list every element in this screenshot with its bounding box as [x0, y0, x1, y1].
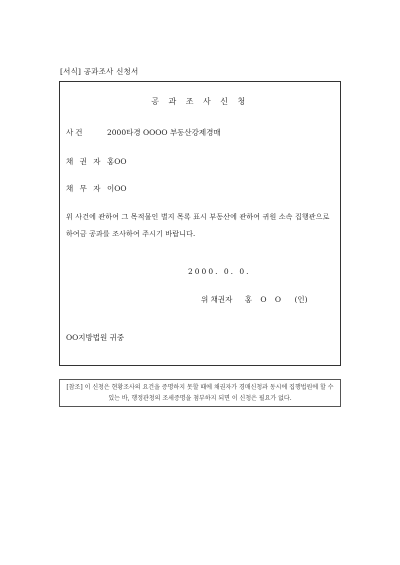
- case-field: [66, 127, 221, 138]
- creditor-value: 홍OO: [107, 157, 127, 166]
- signer-role: 위 채권자: [201, 295, 233, 304]
- signer-name: 홍 O O: [244, 295, 285, 304]
- request-text: 위 사건에 관하여 그 목적물인 별지 목록 표시 부동산에 관하여 귀원 소속 집행관으로 하여금 공과를 조사하여 주시기 바랍니다.: [66, 213, 330, 238]
- sample-label: [서식] 공과조사 신청서: [60, 67, 139, 76]
- debtor-label: 채 무 자: [66, 184, 103, 193]
- debtor-value: 이OO: [107, 184, 127, 193]
- debtor-field: [66, 183, 127, 194]
- note-text: 이 신청은 현황조사의 요건을 증명하지 못할 때에 채권자가 경매신청과 동시에 집행법원에 할 수 있는 바, 행정관청의 조세증명을 첨부하지 되면 이 신청은 필요가 없다.: [84, 384, 334, 402]
- form-title: 공 과 조 사 신 청: [151, 97, 249, 106]
- court-addressee: OO지방법원 귀중: [66, 333, 125, 342]
- case-label: 사건: [66, 128, 85, 137]
- creditor-field: [66, 156, 127, 167]
- creditor-label: 채 권 자: [66, 157, 103, 166]
- signer-line: [201, 294, 308, 305]
- seal-mark: (인): [294, 295, 308, 304]
- note-box: [59, 379, 341, 407]
- case-value: 2000타경 OOOO 부동산강제경매: [107, 128, 221, 137]
- date: 2000. 0. 0.: [188, 267, 251, 276]
- note-tag: [참조]: [66, 384, 83, 391]
- application-form: [59, 81, 341, 366]
